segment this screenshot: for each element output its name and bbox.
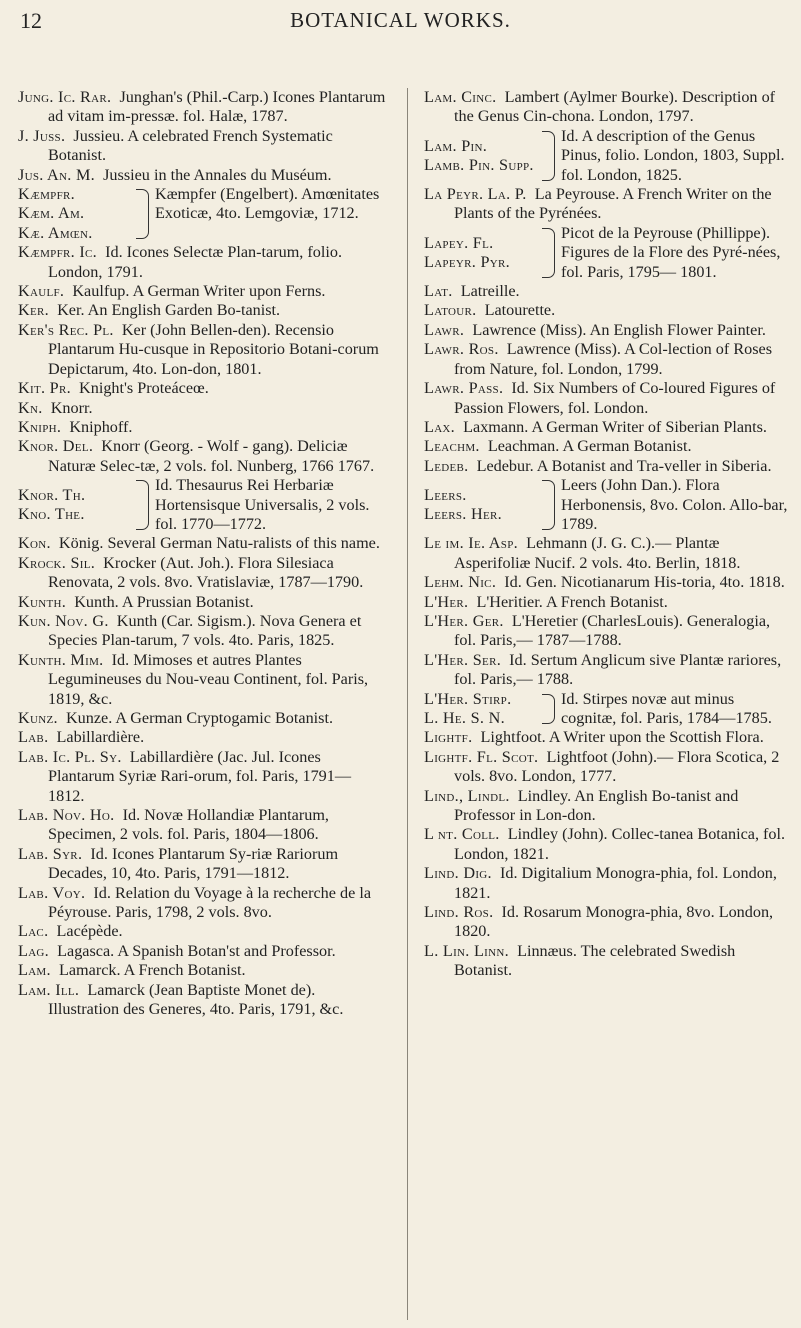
entry-text: Leers (John Dan.). Flora Herbonensis, 8vo. Colon. Allo-bar, 1789. [561,476,788,533]
entry-text: Lightfoot (John).— Flora Scotica, 2 vols. 8vo. London, 1777. [454,747,780,786]
entry-abbreviation: Lapeyr. Pyr. [424,252,510,271]
brace-bracket [542,480,555,530]
bibliography-entry [18,748,386,806]
entry-text: Ledebur. A Botanist and Tra-veller in Siberia. [476,456,772,475]
entry-abbreviations [18,476,136,534]
bibliography-entry [18,884,386,923]
entry-abbreviation: Lab. Ic. Pl. Sy. [18,747,122,766]
bibliography-entry [18,418,386,437]
entry-abbreviation: Kunth. [18,592,67,611]
bibliography-entry [18,399,386,418]
brace-bracket [542,228,555,278]
entry-text: Id. Icones Selectæ Plan-tarum, folio. London, 1791. [48,243,343,281]
left-column [18,88,386,1020]
entry-text: Id. Sertum Anglicum sive Plantæ rariores, fol. Paris,— 1788. [454,650,782,689]
bibliography-entry [18,321,386,379]
bibliography-entry [18,379,386,398]
entry-abbreviation: Lax. [424,417,456,436]
entry-text: Lagasca. A Spanish Botan'st and Professor. [57,941,336,960]
entry-abbreviation: Ledeb. [424,456,469,475]
entry-abbreviation: Lam. Cinc. [424,88,497,106]
entry-abbreviation: Ker. [18,301,49,320]
entry-text: Kaulfup. A German Writer upon Ferns. [72,282,326,301]
entry-text: Id. Thesaurus Rei Herbariæ Hortensisque Universalis, 2 vols. fol. 1770—1772. [155,476,370,533]
entry-abbreviation: Jung. Ic. Rar. [18,88,112,106]
entry-text: Labillardière. [56,728,145,747]
bibliography-entry [18,612,386,651]
bibliography-entry [18,301,386,320]
entry-text: Picot de la Peyrouse (Phillippe). Figures de la Flore des Pyré-nées, fol. Paris, 1795— 1801. [561,223,781,281]
bibliography-entry [424,748,792,787]
bibliography-entry [424,651,792,690]
right-column [424,88,792,981]
bibliography-entry [18,534,386,553]
bibliography-entry [18,88,386,127]
entry-abbreviation: Lab. Nov. Ho. [18,806,115,825]
entry-abbreviation: L'Her. Ser. [424,650,502,669]
entry-abbreviation: Kun. Nov. G. [18,611,109,630]
entry-abbreviation: Lapey. Fl. [424,233,494,252]
entry-text: Leachman. A German Botanist. [487,437,692,456]
entry-abbreviation: Lind. Dig. [424,864,492,883]
page-header [0,8,801,38]
entry-abbreviation: Lawr. Pass. [424,379,504,398]
entry-abbreviation: Kunth. Mim. [18,650,104,669]
entry-text: Latourette. [484,301,556,320]
bibliography-entry [18,942,386,961]
entry-abbreviation: Kæm. Am. [18,204,85,223]
bibliography-entry [18,961,386,980]
entry-abbreviation: Lamb. Pin. Supp. [424,155,534,174]
entry-text: Laxmann. A German Writer of Siberian Plants. [463,417,767,436]
bibliography-entry [424,728,792,747]
entry-text: Lawrence (Miss). A Col-lection of Roses from Nature, fol. London, 1799. [454,340,773,378]
entry-abbreviation: Leers. [424,485,467,504]
running-title: BOTANICAL WORKS. [290,8,511,32]
brace-bracket [136,480,149,530]
entry-abbreviation: Knor. Del. [18,437,94,456]
entry-abbreviation: Kæmpfr. Ic. [18,243,97,262]
entry-text: Kunth. A Prussian Botanist. [74,592,254,611]
entry-abbreviation: Le ım. Ie. Asp. [424,534,518,553]
grouped-entry [18,476,386,534]
entry-abbreviation: Kn. [18,398,43,417]
bibliography-entry [18,593,386,612]
entry-abbreviation: Kaulf. [18,282,65,301]
entry-text: Lacépède. [56,922,123,941]
entry-abbreviation: Kniph. [18,417,62,436]
entry-text: Labillardière (Jac. Jul. Icones Plantarum Syriæ Rari-orum, fol. Paris, 1791—1812. [48,747,352,805]
bibliography-entry [424,612,792,651]
entry-text: Kunth (Car. Sigism.). Nova Genera et Species Plan-tarum, 7 vols. 4to. Paris, 1825. [48,611,362,650]
entry-text: Lindley (John). Collec-tanea Botanica, fol. London, 1821. [454,825,786,863]
bibliography-entry [424,864,792,903]
entry-text: Latreille. [460,282,520,301]
entry-text: La Peyrouse. A French Writer on the Plants of the Pyrénées. [454,185,772,223]
bibliography-entry [424,282,792,301]
bibliography-entry [18,166,386,185]
entry-abbreviation: L'Her. Ger. [424,611,504,630]
entry-text: Id. Mimoses et autres Plantes Legumineuses du Nou-veau Continent, fol. Paris, 1819, &c. [48,650,369,708]
entry-text: König. Several German Natu-ralists of this name. [58,534,380,553]
bibliography-entry [424,903,792,942]
bibliography-entry [18,127,386,166]
entry-text: Knight's Proteáceœ. [79,379,209,398]
entry-abbreviation: Lab. Voy. [18,883,86,902]
entry-text: Id. Six Numbers of Co-loured Figures of Passion Flowers, fol. London. [454,379,776,417]
entry-abbreviations [424,476,542,534]
bibliography-entry [18,651,386,709]
entry-text: Kniphoff. [69,417,133,436]
entry-abbreviation: Lam. Pin. [424,136,488,155]
entry-text: Lehmann (J. G. C.).— Plantæ Asperifoliæ Nucif. 2 vols. 4to. Berlin, 1818. [454,534,741,572]
entry-abbreviation: Lab. [18,728,49,747]
entry-abbreviation: Leachm. [424,437,480,456]
bibliography-entry [18,437,386,476]
grouped-entry [424,690,792,729]
grouped-entry [424,127,792,185]
brace-bracket [542,131,555,181]
entry-abbreviation: J. Juss. [18,126,66,145]
entry-abbreviations [424,224,542,282]
bibliography-entry [424,88,792,127]
entry-abbreviation: Kit. Pr. [18,379,71,398]
bibliography-entry [424,825,792,864]
entry-text: Kunze. A German Cryptogamic Botanist. [65,709,333,727]
brace-bracket [542,694,555,725]
entry-abbreviation: Kno. The. [18,505,85,524]
entry-text: Id. Gen. Nicotianarum His-toria, 4to. 1818. [504,573,785,592]
entry-abbreviation: L. He. S. N. [424,709,505,727]
entry-text: Lightfoot. A Writer upon the Scottish Flora. [480,728,764,747]
bibliography-entry [424,787,792,826]
entry-abbreviation: Kæmpfr. [18,185,75,204]
entry-text: Id. A description of the Genus Pinus, folio. London, 1803, Suppl. fol. London, 1825. [561,126,785,184]
entry-text: Krocker (Aut. Joh.). Flora Silesiaca Renovata, 2 vols. 8vo. Vratislaviæ, 1787—1790. [48,553,364,592]
entry-abbreviation: Krock. Sil. [18,553,96,572]
entry-text: Ker (John Bellen-den). Recensio Plantarum Hu-cusque in Repositorio Botani-corum Depictarum, 4to. Lon-don, 1801. [48,320,379,378]
entry-text: Id. Rosarum Monogra-phia, 8vo. London, 1820. [454,903,774,941]
entry-text: Jussieu. A celebrated French Systematic Botanist. [48,126,333,165]
bibliography-entry [424,418,792,437]
entry-abbreviation: Lab. Syr. [18,844,83,863]
entry-text: Lambert (Aylmer Bourke). Description of the Genus Cin-chona. London, 1797. [454,88,776,126]
entry-abbreviation: Lag. [18,941,50,960]
entry-abbreviation: L. Lin. Linn. [424,941,509,960]
entry-abbreviation: L nt. Coll. [424,825,500,844]
entry-abbreviations [424,127,542,185]
entry-text: Id. Icones Plantarum Sy-riæ Rariorum Decades, 10, 4to. Paris, 1791—1812. [48,844,339,883]
entry-abbreviation: Kon. [18,534,51,553]
bibliography-entry [18,922,386,941]
entry-abbreviation: Latour. [424,301,477,320]
entry-text: Lamarck. A French Botanist. [58,961,246,980]
bibliography-entry [18,981,386,1020]
entry-text: Lindley. An English Bo-tanist and Professor in Lon-don. [454,786,739,825]
entry-text: L'Heretier (CharlesLouis). Generalogia, fol. Paris,— 1787—1788. [454,611,771,650]
entry-abbreviation: La Peyr. La. P. [424,185,527,204]
entry-text: Lawrence (Miss). An English Flower Painter. [472,320,766,339]
bibliography-entry [424,593,792,612]
bibliography-entry [424,340,792,379]
bibliography-entry [18,282,386,301]
entry-abbreviation: Lightf. [424,728,473,747]
entry-abbreviation: Lawr. [424,320,465,339]
entry-text: Id. Stirpes novæ aut minus cognitæ, fol. Paris, 1784—1785. [561,689,772,727]
grouped-entry [424,224,792,282]
bibliography-entry [18,243,386,282]
entry-abbreviation: Jus. An. M. [18,165,96,184]
entry-text: Junghan's (Phil.-Carp.) Icones Plantarum ad vitam im-pressæ. fol. Halæ, 1787. [48,88,386,126]
entry-abbreviation: Lam. [18,961,51,980]
page-number: 12 [20,8,42,33]
entry-text: L'Heritier. A French Botanist. [476,592,668,611]
entry-abbreviation: Lam. Ill. [18,980,80,999]
bibliography-entry [18,806,386,845]
bibliography-entry [18,728,386,747]
entry-text: Id. Novæ Hollandiæ Plantarum, Specimen, 2 vols. fol. Paris, 1804—1806. [48,806,329,844]
entry-abbreviation: Ker's Rec. Pl. [18,320,114,339]
entry-abbreviations [424,690,542,729]
bibliography-entry [424,942,792,981]
bibliography-entry [424,573,792,592]
entry-abbreviation: Kæ. Amœn. [18,223,93,242]
entry-abbreviations [18,185,136,243]
entry-abbreviation: L'Her. [424,592,469,611]
entry-abbreviation: Lac. [18,922,49,941]
bibliography-entry [18,709,386,728]
bibliography-entry [424,534,792,573]
bibliography-entry [424,457,792,476]
entry-text: Knorr (Georg. - Wolf - gang). Deliciæ Naturæ Selec-tæ, 2 vols. fol. Nunberg, 1766 1767. [48,437,375,475]
bibliography-entry [18,845,386,884]
entry-text: Knorr. [50,398,93,417]
entry-text: Id. Relation du Voyage à la recherche de la Péyrouse. Paris, 1798, 2 vols. 8vo. [48,883,372,922]
brace-bracket [136,189,149,239]
bibliography-entry [424,379,792,418]
entry-abbreviation: Lehm. Nic. [424,573,497,592]
entry-abbreviation: Lawr. Ros. [424,340,499,359]
entry-abbreviation: Knor. Th. [18,485,86,504]
entry-text: Linnæus. The celebrated Swedish Botanist. [454,941,736,980]
entry-text: Id. Digitalium Monogra-phia, fol. London, 1821. [454,864,777,902]
bibliography-entry [424,185,792,224]
grouped-entry [18,185,386,243]
bibliography-entry [18,554,386,593]
bibliography-entry [424,437,792,456]
entry-abbreviation: Lind. Ros. [424,903,494,922]
entry-text: Ker. An English Garden Bo-tanist. [57,301,281,320]
entry-abbreviation: Leers. Her. [424,505,502,524]
column-divider [407,88,408,1320]
entry-text: Lamarck (Jean Baptiste Monet de). Illustration des Generes, 4to. Paris, 1791, &c. [48,980,344,1019]
entry-abbreviation: Lightf. Fl. Scot. [424,747,539,766]
entry-abbreviation: Kunz. [18,709,58,727]
bibliography-entry [424,301,792,320]
entry-text: Kæmpfer (Engelbert). Amœnitates Exoticæ, 4to. Lemgoviæ, 1712. [155,185,380,223]
bibliography-entry [424,321,792,340]
entry-text: Jussieu in the Annales du Muséum. [103,165,332,184]
grouped-entry [424,476,792,534]
entry-abbreviation: Lat. [424,282,453,301]
entry-abbreviation: Lind., Lindl. [424,786,510,805]
entry-abbreviation: L'Her. Stirp. [424,689,512,708]
